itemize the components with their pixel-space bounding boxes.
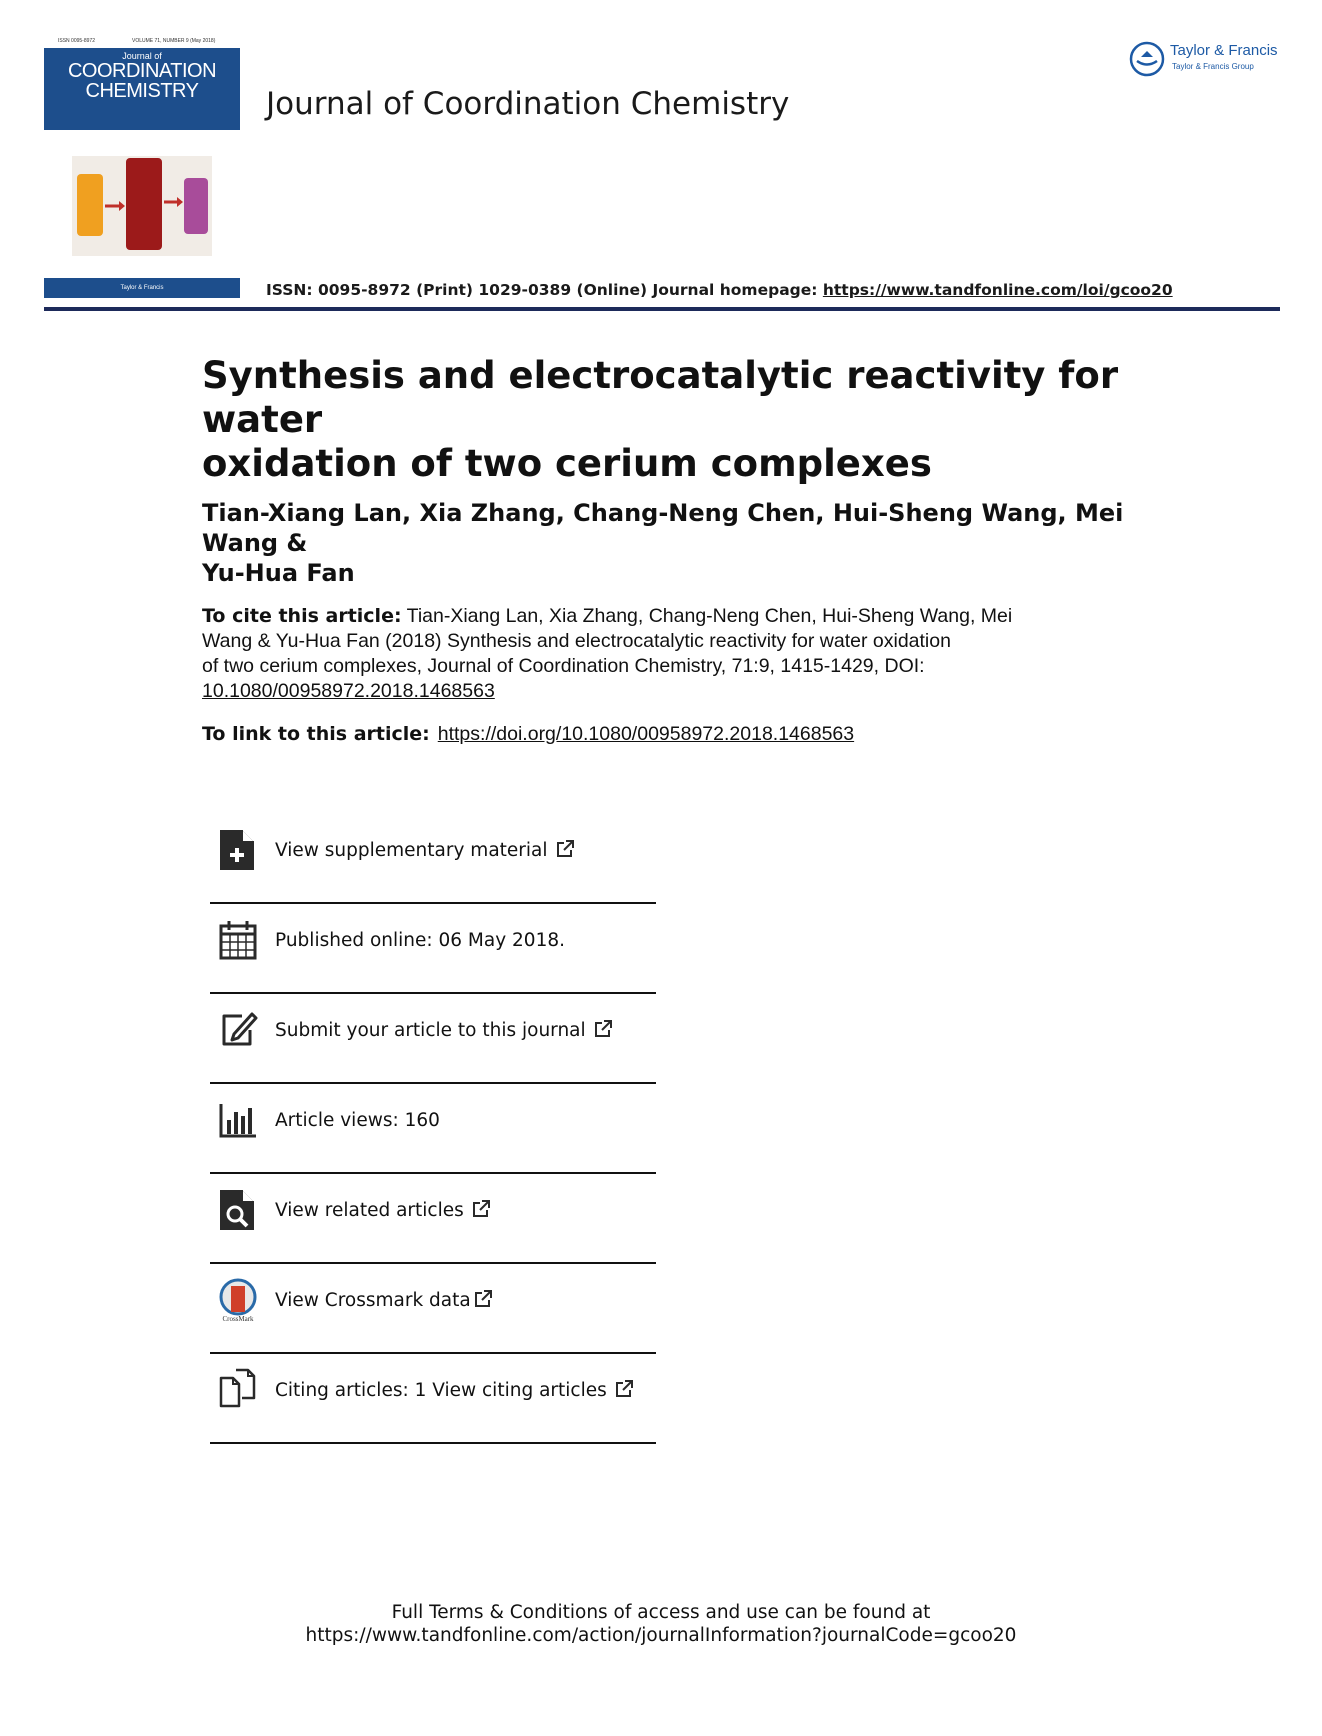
published-online-item [210,904,656,994]
cover-publisher-band: Taylor & Francis [44,278,240,298]
related-articles-item[interactable] [210,1174,656,1264]
publisher-logo-icon [1128,40,1166,78]
submit-article-text: Submit your article to this journal [275,1020,612,1041]
publisher-group: Taylor & Francis Group [1172,62,1254,71]
cite-label: To cite this article: [202,605,402,627]
external-link-icon [556,840,574,858]
publisher-name: Taylor & Francis [1170,42,1278,59]
edit-icon [218,1008,258,1052]
article-views-text: Article views: 160 [275,1110,440,1131]
authors-line2: Yu-Hua Fan [202,559,355,587]
journal-homepage-link[interactable]: https://www.tandfonline.com/loi/gcoo20 [822,281,1173,299]
cite-line1: Tian-Xiang Lan, Xia Zhang, Chang-Neng Chen, Hui-Sheng Wang, Mei [401,605,1013,627]
footer-line1: Full Terms & Conditions of access and use can be found at [391,1602,931,1623]
citing-articles-item[interactable] [210,1354,656,1444]
external-link-icon [594,1020,612,1038]
crossmark-icon [218,1278,258,1322]
external-link-icon [474,1290,492,1308]
crossmark-icon-label: CrossMark [222,1315,254,1322]
citation-block [202,604,1082,704]
calendar-icon [218,918,258,962]
article-title-line2: oxidation of two cerium complexes [202,442,932,485]
external-link-icon [615,1380,633,1398]
cite-line3: of two cerium complexes, Journal of Coordination Chemistry, 71:9, 1415-1429, DOI: [202,655,925,677]
article-link-line [202,723,854,746]
citing-articles-text: Citing articles: 1 View citing articles [275,1380,633,1401]
file-plus-icon [218,828,258,872]
cover-artwork [72,156,212,256]
article-title [202,354,1142,486]
article-title-line1: Synthesis and electrocatalytic reactivity for water [202,354,1119,441]
authors-line1: Tian-Xiang Lan, Xia Zhang, Chang-Neng Chen, Hui-Sheng Wang, Mei Wang & [202,499,1124,557]
citing-articles-icon [218,1368,258,1412]
journal-title: Journal of Coordination Chemistry [266,86,790,122]
link-label: To link to this article: [202,723,430,745]
crossmark-item[interactable] [210,1264,656,1354]
cover-journal-big2: CHEMISTRY [85,80,199,102]
footer-terms-link[interactable]: https://www.tandfonline.com/action/journalInformation?journalCode=gcoo20 [305,1625,1017,1646]
cite-doi-link[interactable]: 10.1080/00958972.2018.1468563 [202,680,495,702]
article-authors [202,498,1142,588]
cover-journal-small: Journal of [122,51,162,61]
search-document-icon [218,1188,258,1232]
terms-footer [0,1601,1322,1647]
cover-editor-band [44,115,240,130]
header-rule [44,307,1280,311]
cover-artwork-diagram [72,156,212,256]
cover-journal-big1: COORDINATION [67,60,217,82]
supplementary-material-text: View supplementary material [275,840,574,861]
external-link-icon [472,1200,490,1218]
cover-issn: ISSN 0095-8972 [58,38,95,44]
crossmark-text: View Crossmark data [275,1290,492,1311]
published-online-text: Published online: 06 May 2018. [275,930,566,951]
item-divider [210,1442,656,1444]
issn-line [266,281,1173,299]
cite-line2: Wang & Yu-Hua Fan (2018) Synthesis and electrocatalytic reactivity for water oxidation [202,630,951,652]
issn-text: ISSN: 0095-8972 (Print) 1029-0389 (Online) Journal homepage: [266,281,823,299]
submit-article-item[interactable] [210,994,656,1084]
bar-chart-icon [218,1098,258,1142]
related-articles-text: View related articles [275,1200,490,1221]
article-doi-link[interactable]: https://doi.org/10.1080/00958972.2018.1468563 [437,723,855,745]
article-views-item [210,1084,656,1174]
cover-volume: VOLUME 71, NUMBER 9 (May 2018) [132,38,216,44]
supplementary-material-item[interactable] [210,814,656,904]
